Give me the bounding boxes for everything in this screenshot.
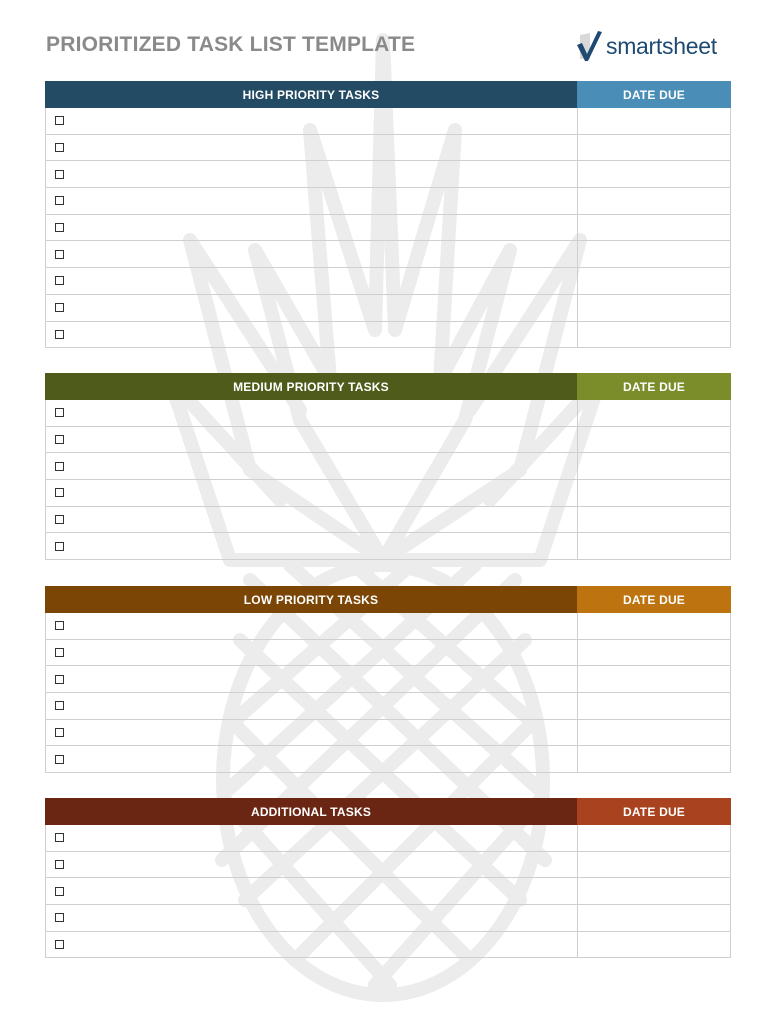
- low-priority-heading: LOW PRIORITY TASKS: [45, 586, 577, 613]
- date-due-cell[interactable]: [577, 215, 731, 242]
- date-due-cell[interactable]: [577, 268, 731, 295]
- date-due-cell[interactable]: [577, 878, 731, 905]
- date-due-cell[interactable]: [577, 400, 731, 427]
- task-cell[interactable]: [45, 905, 577, 932]
- task-cell[interactable]: [45, 640, 577, 667]
- task-row: [45, 932, 731, 959]
- medium-priority-table: [45, 373, 731, 560]
- date-due-cell[interactable]: [577, 241, 731, 268]
- task-row: [45, 135, 731, 162]
- date-due-heading: DATE DUE: [577, 798, 731, 825]
- task-row: [45, 613, 731, 640]
- task-checkbox[interactable]: [55, 542, 64, 551]
- date-due-cell[interactable]: [577, 666, 731, 693]
- task-checkbox[interactable]: [55, 408, 64, 417]
- task-cell[interactable]: [45, 295, 577, 322]
- task-cell[interactable]: [45, 453, 577, 480]
- task-checkbox[interactable]: [55, 755, 64, 764]
- task-cell[interactable]: [45, 161, 577, 188]
- table-header: [45, 586, 731, 613]
- task-row: [45, 427, 731, 454]
- date-due-cell[interactable]: [577, 932, 731, 959]
- task-checkbox[interactable]: [55, 143, 64, 152]
- task-row: [45, 640, 731, 667]
- task-cell[interactable]: [45, 322, 577, 349]
- task-row: [45, 852, 731, 879]
- task-row: [45, 453, 731, 480]
- date-due-cell[interactable]: [577, 852, 731, 879]
- task-checkbox[interactable]: [55, 913, 64, 922]
- task-cell[interactable]: [45, 427, 577, 454]
- task-cell[interactable]: [45, 932, 577, 959]
- task-checkbox[interactable]: [55, 940, 64, 949]
- low-rows: [45, 613, 731, 773]
- task-row: [45, 108, 731, 135]
- task-cell[interactable]: [45, 400, 577, 427]
- medium-rows: [45, 400, 731, 560]
- task-row: [45, 188, 731, 215]
- task-cell[interactable]: [45, 188, 577, 215]
- date-due-cell[interactable]: [577, 161, 731, 188]
- date-due-heading: DATE DUE: [577, 81, 731, 108]
- task-checkbox[interactable]: [55, 515, 64, 524]
- task-row: [45, 825, 731, 852]
- page-title: PRIORITIZED TASK LIST TEMPLATE: [46, 33, 416, 56]
- table-header: [45, 798, 731, 825]
- task-row: [45, 693, 731, 720]
- date-due-cell[interactable]: [577, 613, 731, 640]
- task-row: [45, 295, 731, 322]
- task-cell[interactable]: [45, 720, 577, 747]
- task-row: [45, 241, 731, 268]
- task-row: [45, 905, 731, 932]
- task-row: [45, 480, 731, 507]
- date-due-cell[interactable]: [577, 453, 731, 480]
- medium-priority-heading: MEDIUM PRIORITY TASKS: [45, 373, 577, 400]
- task-row: [45, 746, 731, 773]
- task-cell[interactable]: [45, 241, 577, 268]
- task-cell[interactable]: [45, 135, 577, 162]
- task-cell[interactable]: [45, 507, 577, 534]
- task-checkbox[interactable]: [55, 728, 64, 737]
- task-row: [45, 878, 731, 905]
- task-cell[interactable]: [45, 878, 577, 905]
- task-row: [45, 400, 731, 427]
- table-header: [45, 81, 731, 108]
- date-due-cell[interactable]: [577, 533, 731, 560]
- logo-text: smartsheet: [606, 32, 717, 59]
- task-checkbox[interactable]: [55, 223, 64, 232]
- task-row: [45, 215, 731, 242]
- high-rows: [45, 108, 731, 348]
- task-checkbox[interactable]: [55, 887, 64, 896]
- task-row: [45, 161, 731, 188]
- task-cell[interactable]: [45, 613, 577, 640]
- task-checkbox[interactable]: [55, 435, 64, 444]
- task-cell[interactable]: [45, 666, 577, 693]
- task-row: [45, 533, 731, 560]
- high-priority-table: [45, 81, 731, 348]
- task-checkbox[interactable]: [55, 116, 64, 125]
- task-row: [45, 507, 731, 534]
- task-cell[interactable]: [45, 480, 577, 507]
- task-row: [45, 268, 731, 295]
- task-checkbox[interactable]: [55, 833, 64, 842]
- high-priority-heading: HIGH PRIORITY TASKS: [45, 81, 577, 108]
- task-checkbox[interactable]: [55, 648, 64, 657]
- task-row: [45, 322, 731, 349]
- additional-rows: [45, 825, 731, 958]
- task-cell[interactable]: [45, 533, 577, 560]
- date-due-cell[interactable]: [577, 746, 731, 773]
- task-checkbox[interactable]: [55, 701, 64, 710]
- task-checkbox[interactable]: [55, 860, 64, 869]
- task-cell[interactable]: [45, 108, 577, 135]
- task-checkbox[interactable]: [55, 675, 64, 684]
- date-due-cell[interactable]: [577, 322, 731, 349]
- additional-tasks-heading: ADDITIONAL TASKS: [45, 798, 577, 825]
- task-checkbox[interactable]: [55, 170, 64, 179]
- task-cell[interactable]: [45, 852, 577, 879]
- task-cell[interactable]: [45, 215, 577, 242]
- task-checkbox[interactable]: [55, 462, 64, 471]
- task-cell[interactable]: [45, 693, 577, 720]
- date-due-cell[interactable]: [577, 905, 731, 932]
- date-due-heading: DATE DUE: [577, 586, 731, 613]
- task-cell[interactable]: [45, 268, 577, 295]
- date-due-cell[interactable]: [577, 480, 731, 507]
- date-due-cell[interactable]: [577, 825, 731, 852]
- date-due-cell[interactable]: [577, 108, 731, 135]
- date-due-cell[interactable]: [577, 135, 731, 162]
- checkmark-icon: [574, 29, 604, 63]
- task-checkbox[interactable]: [55, 276, 64, 285]
- date-due-cell[interactable]: [577, 507, 731, 534]
- task-checkbox[interactable]: [55, 330, 64, 339]
- date-due-cell[interactable]: [577, 693, 731, 720]
- task-checkbox[interactable]: [55, 303, 64, 312]
- date-due-cell[interactable]: [577, 295, 731, 322]
- smartsheet-logo: [574, 28, 717, 64]
- additional-tasks-table: [45, 798, 731, 958]
- task-checkbox[interactable]: [55, 488, 64, 497]
- task-row: [45, 666, 731, 693]
- task-checkbox[interactable]: [55, 196, 64, 205]
- task-row: [45, 720, 731, 747]
- date-due-heading: DATE DUE: [577, 373, 731, 400]
- date-due-cell[interactable]: [577, 427, 731, 454]
- task-cell[interactable]: [45, 746, 577, 773]
- task-checkbox[interactable]: [55, 621, 64, 630]
- low-priority-table: [45, 586, 731, 773]
- task-cell[interactable]: [45, 825, 577, 852]
- task-checkbox[interactable]: [55, 250, 64, 259]
- date-due-cell[interactable]: [577, 640, 731, 667]
- table-header: [45, 373, 731, 400]
- date-due-cell[interactable]: [577, 188, 731, 215]
- date-due-cell[interactable]: [577, 720, 731, 747]
